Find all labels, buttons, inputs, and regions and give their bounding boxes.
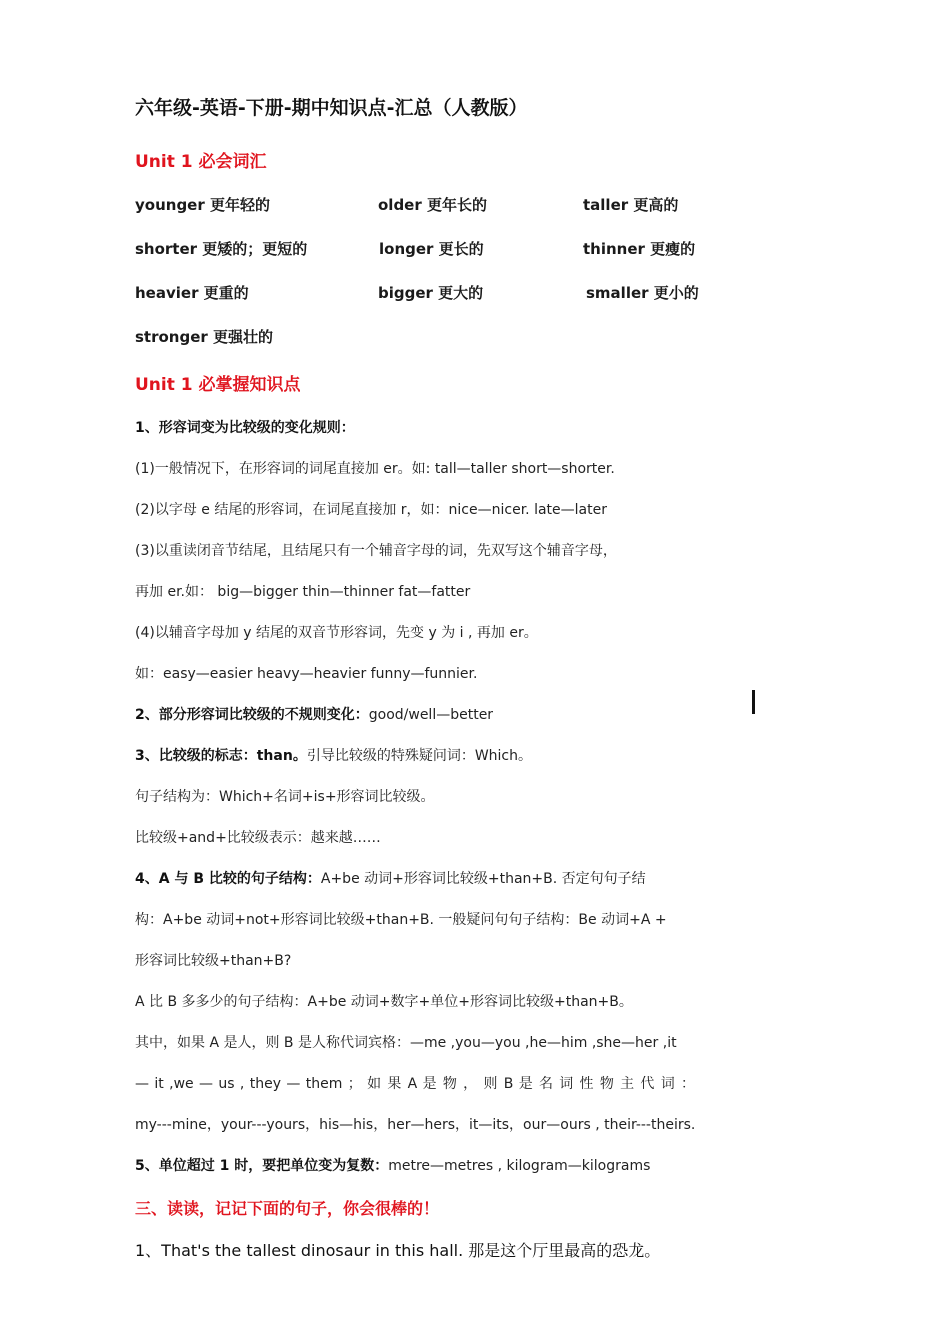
section-heading-knowledge: Unit 1 必掌握知识点: [135, 375, 301, 395]
point-1-rule-1: (1)一般情况下，在形容词的词尾直接加 er。如: tall—taller short—shorter.: [135, 461, 615, 477]
document-title: 六年级-英语-下册-期中知识点-汇总（人教版）: [135, 97, 528, 119]
point-2: 2、部分形容词比较级的不规则变化：good/well—better: [135, 707, 494, 723]
point-1-rule-4: (4)以辅音字母加 y 结尾的双音节形容词，先变 y 为 i , 再加 er。: [135, 625, 538, 641]
vocab-item: longer 更长的: [379, 240, 484, 258]
point-1-rule-3-examples: 再加 er.如： big—bigger thin—thinner fat—fatter: [135, 584, 471, 600]
text-cursor: [752, 690, 755, 714]
point-3-structure: 句子结构为：Which+名词+is+形容词比较级。: [135, 789, 435, 805]
point-4-line-5: 其中，如果 A 是人，则 B 是人称代词宾格：—me ,you—you ,he—him ,she—her ,it: [135, 1035, 677, 1051]
vocab-item: bigger 更大的: [378, 284, 484, 302]
point-4-line-2: 构：A+be 动词+not+形容词比较级+than+B. 一般疑问句句子结构：Be 动词+A +: [135, 912, 667, 928]
point-1-rule-2: (2)以字母 e 结尾的形容词，在词尾直接加 r，如：nice—nicer. late—later: [135, 502, 607, 518]
point-4-line-4: A 比 B 多多少的句子结构：A+be 动词+数字+单位+形容词比较级+than+B。: [135, 994, 633, 1010]
point-3-more-and-more: 比较级+and+比较级表示：越来越……: [135, 830, 381, 846]
point-1-title: 1、形容词变为比较级的变化规则：: [135, 420, 355, 436]
point-4-line-3: 形容词比较级+than+B?: [135, 953, 292, 969]
point-5: 5、单位超过 1 时，要把单位变为复数：metre—metres , kilogram—kilograms: [135, 1158, 651, 1174]
point-1-rule-4-examples: 如：easy—easier heavy—heavier funny—funnier.: [135, 666, 478, 682]
point-4-line-6: — it ,we — us , they — them ； 如 果 A 是 物 ， 则 B 是 名 词 性 物 主 代 词 ：: [135, 1076, 695, 1092]
section-heading-sentences: 三、读读，记记下面的句子，你会很棒的！: [135, 1199, 440, 1218]
vocab-item: smaller 更小的: [586, 284, 699, 302]
vocab-item: thinner 更瘦的: [583, 240, 696, 258]
vocab-item: heavier 更重的: [135, 284, 249, 302]
vocab-item: younger 更年轻的: [135, 196, 270, 214]
vocab-item: stronger 更强壮的: [135, 328, 274, 346]
point-4: 4、A 与 B 比较的句子结构：A+be 动词+形容词比较级+than+B. 否定句句子结: [135, 871, 646, 887]
sentence-1: 1、That's the tallest dinosaur in this hall. 那是这个厅里最高的恐龙。: [135, 1241, 661, 1260]
point-1-rule-3: (3)以重读闭音节结尾，且结尾只有一个辅音字母的词，先双写这个辅音字母，: [135, 543, 617, 559]
vocab-item: shorter 更矮的；更短的: [135, 240, 308, 258]
vocab-item: older 更年长的: [378, 196, 487, 214]
section-heading-vocabulary: Unit 1 必会词汇: [135, 152, 267, 172]
vocab-item: taller 更高的: [583, 196, 679, 214]
point-3: 3、比较级的标志：than。引导比较级的特殊疑问词：Which。: [135, 748, 533, 764]
point-4-line-7: my---mine，your---yours，his—his，her—hers，it—its，our—ours , their---theirs.: [135, 1117, 696, 1133]
